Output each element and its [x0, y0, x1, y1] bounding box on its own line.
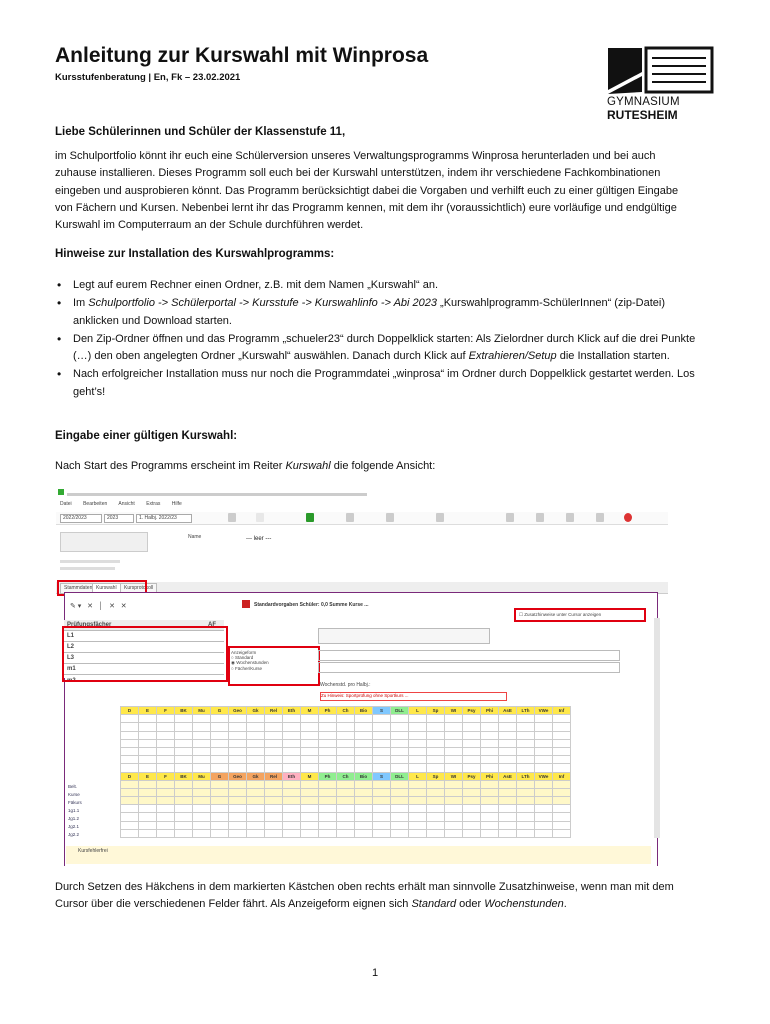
row-label: Belt. [68, 784, 78, 789]
toolbar-icon[interactable] [228, 513, 236, 522]
subject-cell: F [157, 707, 175, 715]
student-info [60, 532, 148, 552]
subject-cell: Inf [553, 707, 571, 715]
subject-cell: Psy [463, 772, 481, 780]
menu-item[interactable]: Extras [146, 501, 161, 507]
pf-row[interactable]: L3 [64, 653, 224, 664]
list-item-text: „Kurswahlprogramm-SchülerInnen“ (zip-Datei) anklicken und Download starten. [73, 297, 666, 327]
tab-kurswahl[interactable]: Kurswahl [92, 583, 121, 594]
pf-row[interactable]: m1 [64, 664, 224, 675]
window-titlebar [56, 488, 668, 496]
subject-header-row [121, 707, 571, 715]
toolbar [56, 512, 668, 525]
subject-cell: Eth [283, 772, 301, 780]
subject-cell: Geo [229, 772, 247, 780]
greeting: Liebe Schülerinnen und Schüler der Klassenstufe 11, [55, 126, 346, 138]
grid-row [121, 805, 571, 813]
text-em: Standard [411, 898, 457, 911]
help-icon[interactable] [596, 513, 604, 522]
info-line [60, 560, 120, 563]
green-tool-icon[interactable] [306, 513, 314, 522]
kurswahl-paragraph [55, 458, 695, 475]
school-year-select[interactable]: 2022/2023 [60, 514, 102, 523]
subject-cell: S [373, 707, 391, 715]
portfolio-path: Schulportfolio -> Schülerportal -> Kursstufe -> Kurswahlinfo -> Abi 2023 [88, 297, 437, 310]
row-label: Kurse [68, 792, 80, 797]
grid-row [121, 829, 571, 837]
subject-cell: L [409, 772, 427, 780]
subject-cell: DLL [391, 707, 409, 715]
toolbar-icon[interactable] [566, 513, 574, 522]
row-label: Fäkurs [68, 800, 82, 805]
row-label: Jg2.1 [68, 824, 80, 829]
subject-cell: AsE [499, 772, 517, 780]
pf-header-label: Prüfungsfächer [67, 622, 112, 628]
subject-cell: F [157, 772, 175, 780]
list-item [55, 331, 700, 366]
menu-item[interactable]: Bearbeiten [83, 501, 108, 507]
wochenstunden-line: Wochenstd. pro Halbj.: [320, 682, 371, 688]
subject-header-row [121, 772, 571, 780]
list-item-text: Nach erfolgreicher Installation muss nur noch die Programmdatei „winprosa“ im Ordner durch Doppelklick gestartet werden. Los geht’s! [73, 368, 695, 398]
subject-cell: Ph [319, 707, 337, 715]
subject-cell: Phi [481, 772, 499, 780]
pf-header-right: AF [208, 622, 216, 628]
subject-cell: E [139, 707, 157, 715]
grid-row [121, 731, 571, 739]
grid-row [121, 723, 571, 731]
radio-standard[interactable]: ○ Standard [231, 655, 254, 660]
toolbar-icon[interactable] [536, 513, 544, 522]
subject-cell: Phi [481, 707, 499, 715]
closing-paragraph [55, 879, 695, 914]
info-line [60, 567, 115, 570]
subject-cell: BK [175, 707, 193, 715]
grid-row [121, 715, 571, 723]
subject-cell: LTh [517, 772, 535, 780]
subject-cell: Bio [355, 707, 373, 715]
subject-cell: Bio [355, 772, 373, 780]
radio-label: Fächer/Kurse [234, 666, 262, 671]
kurswahl-grid [120, 706, 571, 838]
vertical-scrollbar[interactable] [654, 618, 660, 838]
menu-item[interactable]: Hilfe [171, 501, 182, 507]
page-number: 1 [372, 967, 379, 979]
subject-cell: WI [445, 707, 463, 715]
subject-cell: D [121, 707, 139, 715]
status-footer: Kursfehlerfrei [66, 846, 651, 864]
logo-text-rutesheim: RUTESHEIM [607, 108, 678, 122]
grid-row [121, 747, 571, 755]
row-label: Jg2.2 [68, 832, 80, 837]
subject-cell: D [121, 772, 139, 780]
subject-cell: DLL [391, 772, 409, 780]
subject-cell: Ph [319, 772, 337, 780]
name-label: Name [188, 534, 202, 540]
grid-row [121, 764, 571, 772]
zusatzhinweise-checkbox[interactable]: ☐ Zusatzhinweise unter Cursor anzeigen [519, 612, 602, 617]
toolbar-icon[interactable] [256, 513, 264, 522]
toolbar-icon[interactable] [386, 513, 394, 522]
winprosa-screenshot [56, 488, 668, 866]
subject-cell: M [301, 707, 319, 715]
radio-label: Wochenstunden [236, 660, 269, 665]
list-item [55, 366, 700, 401]
row-label: 1g1.1 [68, 808, 80, 813]
app-icon [58, 489, 64, 495]
radio-label: Standard [234, 655, 254, 660]
subject-cell: Sp [427, 707, 445, 715]
menu-item[interactable]: Datei [60, 501, 72, 507]
subject-cell: Psy [463, 707, 481, 715]
list-item-text: Den Zip-Ordner öffnen und das Programm „schueler23“ durch Doppelklick starten: Als Zielordner durch Klick auf die drei Punkte (…) den oben angelegten Ordner „Kurswahl“ auswählen. Danach durch Klick auf [73, 332, 696, 363]
menu-bar [60, 501, 192, 507]
text: oder [456, 898, 485, 911]
subject-cell: LTh [517, 707, 535, 715]
grid-row [121, 739, 571, 747]
combo-box[interactable] [318, 628, 490, 644]
highlight-anzeigeform [228, 646, 320, 686]
combo-box[interactable] [318, 650, 620, 661]
subject-cell: Rel [265, 707, 283, 715]
subject-cell: WI [445, 772, 463, 780]
subject-cell: Gk [247, 772, 265, 780]
installation-heading: Hinweise zur Installation des Kurswahlprogramms: [55, 248, 335, 260]
list-item-text: Legt auf eurem Rechner einen Ordner, z.B. mit dem Namen „Kurswahl“ an. [73, 279, 439, 291]
logo-text-gymnasium: GYMNASIUM [607, 96, 680, 108]
tab-kursprotokoll[interactable]: Kursprotokoll [120, 583, 157, 594]
text: die folgende Ansicht: [330, 460, 436, 472]
document-title: Anleitung zur Kurswahl mit Winprosa [55, 44, 429, 67]
subject-cell: L [409, 707, 427, 715]
text-em: Wochenstunden [484, 898, 564, 911]
highlight-pruefungsfaecher [62, 626, 228, 682]
name-value: --- leer --- [246, 536, 272, 542]
text: Durch Setzen des Häkchens in dem markierten Kästchen oben rechts erhält man sinnvolle Zusatzhinweise, wenn man mit dem Cursor über die verschiedenen Felder fährt. Als Anzeigeform eignen sich [55, 881, 674, 911]
document-subtitle: Kursstufenberatung | En, Fk – 23.02.2021 [55, 72, 241, 83]
standard-text: Standardvorgaben Schüler: 0,0 Summe Kurse ... [254, 602, 369, 608]
subject-cell: Rel [265, 772, 283, 780]
text-em: Kurswahl [285, 460, 331, 472]
subject-cell: BK [175, 772, 193, 780]
subject-cell: G [211, 707, 229, 715]
anzeigeform-title: Anzeigeform [231, 650, 257, 655]
list-item [55, 295, 700, 330]
subject-cell: AsE [499, 707, 517, 715]
extract-setup-text: Extrahieren/Setup [468, 350, 557, 363]
subject-cell: Eth [283, 707, 301, 715]
grid-row [121, 780, 571, 788]
combo-box[interactable] [318, 662, 620, 673]
half-select[interactable]: 1. Halbj. 2022/23 [136, 514, 192, 523]
subject-cell: Mu [193, 772, 211, 780]
tab-stammdaten[interactable]: Stammdaten [60, 583, 96, 594]
subject-cell: Ch [337, 772, 355, 780]
subject-cell: VWe [535, 707, 553, 715]
subject-cell: VWe [535, 772, 553, 780]
text: . [563, 898, 567, 911]
subject-cell: Gk [247, 707, 265, 715]
installation-list [55, 277, 700, 402]
subject-cell: Mu [193, 707, 211, 715]
year-select[interactable]: 2023 [104, 514, 134, 523]
grid-row [121, 813, 571, 821]
sigma-icon[interactable] [436, 513, 444, 522]
subject-cell: Ch [337, 707, 355, 715]
checkbox-label: Zusatzhinweise unter Cursor anzeigen [524, 612, 602, 617]
radio-faecher[interactable]: ○ Fächer/Kurse [231, 666, 262, 671]
list-item [55, 277, 700, 294]
grid-row [121, 797, 571, 805]
subject-cell: G [211, 772, 229, 780]
row-label: Jg1.2 [68, 816, 80, 821]
title-placeholder [67, 493, 367, 496]
grid-row [121, 821, 571, 829]
list-item-text: die Installation starten. [556, 350, 670, 363]
radio-wochenstunden[interactable]: ◉ Wochenstunden [231, 660, 269, 665]
pf-row[interactable]: L2 [64, 642, 224, 653]
text: Nach Start des Programms erscheint im Reiter [55, 460, 286, 472]
pf-row[interactable]: L1 [64, 631, 224, 642]
subject-cell: M [301, 772, 319, 780]
intro-paragraph: im Schulportfolio könnt ihr euch eine Schülerversion unseres Verwaltungsprogramms Winprosa herunterladen und bei auch zuhause installieren. Dieses Programm soll euch bei der Kurswahl unterstützen, indem ihr verschiedene Fachkombinationen eingeben und ausprobieren könnt. Das Programm berücksichtigt dabei die Vorgaben und verhilft euch zu einer gültigen Eingabe von Fächern und Kursen. Nebenbei lernt ihr das Programm kennen, mit dem ihr (voraussichtlich) eure vorläufige und endgültige Kurswahl im Computerraum an der Schule durchführen werdet. [55, 150, 679, 232]
warning-icon [242, 600, 250, 608]
subject-cell: Geo [229, 707, 247, 715]
grid-row [121, 788, 571, 796]
pf-row[interactable]: m2 [67, 678, 76, 684]
toolbar-icon[interactable] [506, 513, 514, 522]
list-item-text: Im [73, 297, 89, 310]
subject-cell: S [373, 772, 391, 780]
sport-hint: Zu Hinweis: Sportprüfung ohne Sportkurs ... [320, 692, 507, 701]
grid-row [121, 756, 571, 764]
close-app-icon[interactable] [624, 513, 632, 522]
subject-cell: Inf [553, 772, 571, 780]
kurswahl-heading: Eingabe einer gültigen Kurswahl: [55, 430, 238, 442]
toolbar-icon[interactable] [346, 513, 354, 522]
subject-cell: E [139, 772, 157, 780]
subject-cell: Sp [427, 772, 445, 780]
menu-item[interactable]: Ansicht [118, 501, 135, 507]
panel-tools: ✎ ▾ ✕ │ ✕ ✕ [70, 603, 127, 610]
